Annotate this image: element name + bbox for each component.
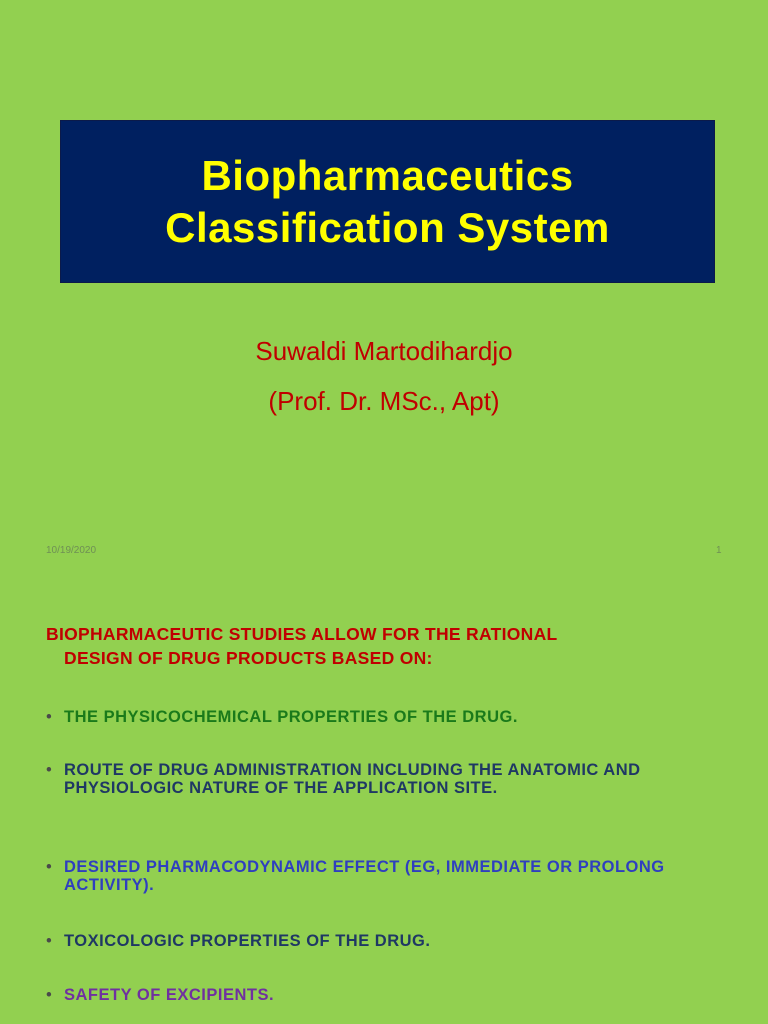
author-name: Suwaldi Martodihardjo <box>255 336 513 366</box>
bullet-item <box>46 932 736 950</box>
content-slide <box>0 575 768 1024</box>
bullet-icon: • <box>46 708 53 726</box>
bullet-text: ROUTE OF DRUG ADMINISTRATION INCLUDING THE ANATOMIC AND PHYSIOLOGIC NATURE OF THE APPLICATION SITE. <box>64 761 641 797</box>
bullet-icon: • <box>46 858 53 876</box>
bullet-item <box>46 708 736 726</box>
bullet-item <box>46 858 736 894</box>
bullet-text: SAFETY OF EXCIPIENTS. <box>64 986 275 1004</box>
slide-date: 10/19/2020 <box>46 545 97 556</box>
intro-paragraph <box>46 622 736 670</box>
bullet-text: DESIRED PHARMACODYNAMIC EFFECT (EG, IMMEDIATE OR PROLONG ACTIVITY). <box>64 858 665 894</box>
bullet-icon: • <box>46 986 53 1004</box>
author-credentials: (Prof. Dr. MSc., Apt) <box>268 386 500 416</box>
title-box <box>60 120 715 283</box>
bullet-text: TOXICOLOGIC PROPERTIES OF THE DRUG. <box>64 932 431 950</box>
intro-line-2: DESIGN OF DRUG PRODUCTS BASED ON: <box>64 648 433 668</box>
bullet-text: THE PHYSICOCHEMICAL PROPERTIES OF THE DRUG. <box>64 708 518 726</box>
intro-line-1: BIOPHARMACEUTIC STUDIES ALLOW FOR THE RATIONAL <box>46 624 558 644</box>
bullet-icon: • <box>46 932 53 950</box>
bullet-item <box>46 986 736 1004</box>
bullet-item <box>46 761 736 797</box>
slide-number: 1 <box>716 545 722 556</box>
slide-title-line-1: Biopharmaceutics <box>201 151 574 199</box>
bullet-icon: • <box>46 761 53 779</box>
slide-title-line-2: Classification System <box>165 203 610 251</box>
